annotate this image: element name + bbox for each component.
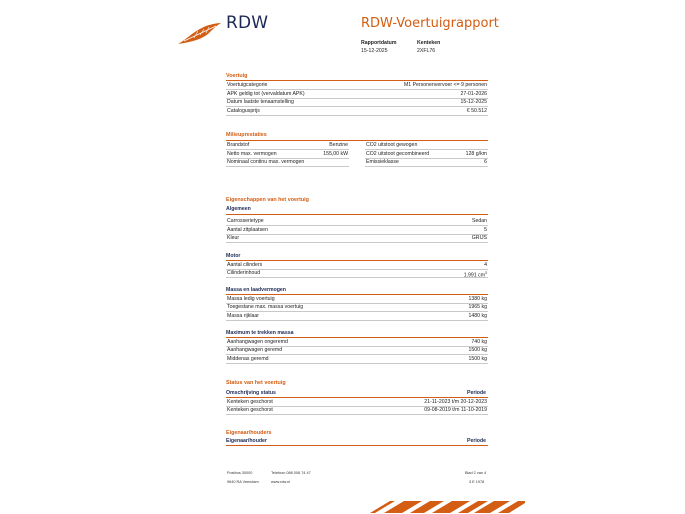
footer-postbus: Postbus 30000 [227, 471, 253, 475]
rdw-logo-icon [176, 22, 222, 46]
table-row: Toegestane max. massa voertuig 1965 kg [226, 303, 488, 312]
section-title-voertuig: Voertuig [226, 73, 248, 79]
column-header-omschrijving: Omschrijving status [226, 390, 276, 396]
subsection-title-algemeen: Algemeen [226, 206, 251, 212]
footer-telefoon: Telefoon 088 008 74 47 [271, 471, 311, 475]
table-row: Catalogusprijs € 50.512 [226, 107, 488, 116]
kenteken-value: 2XFL76 [417, 48, 436, 54]
table-row: Carrosserietype Sedan [226, 217, 488, 226]
decorative-stripes-icon [370, 499, 525, 514]
section-title-eigenaar: Eigenaar/houders [226, 430, 272, 436]
table-row: Kleur GRIJS [226, 234, 488, 243]
table-row: Aantal zitplaatsen 5 [226, 226, 488, 235]
subsection-title-trekken: Maximum te trekken massa [226, 330, 294, 336]
table-row: CO2 uitstoot gecombineerd 128 g/km [365, 150, 488, 159]
table-row: Brandstof Benzine [226, 141, 349, 150]
table-row: Emissieklasse 6 [365, 158, 488, 167]
rapportdatum-value: 15-12-2025 [361, 48, 388, 54]
table-row: Aanhangwagen ongeremd 740 kg [226, 338, 488, 347]
subsection-title-motor: Motor [226, 253, 241, 259]
subsection-title-massa: Massa en laadvermogen [226, 287, 286, 293]
table-row: Kenteken geschorst 21-11-2023 t/m 20-12-2023 [226, 398, 488, 407]
footer-code: 3 E 1978 [469, 480, 485, 484]
divider [226, 445, 488, 446]
table-row: APK geldig tot (vervaldatum APK) 27-01-2026 [226, 90, 488, 99]
kenteken-label: Kenteken [417, 40, 441, 46]
section-title-milieu: Milieuprestaties [226, 132, 267, 138]
footer-plaats: 9640 RA Veendam [227, 480, 259, 484]
table-row: Cilinderinhoud 1.991 $cm^3$ [227, 270, 487, 279]
table-row: Kenteken geschorst 09-08-2019 t/m 11-10-2019 [226, 406, 488, 415]
table-row: Middenas geremd 1500 kg [226, 355, 488, 364]
section-title-status: Status van het voertuig [226, 380, 286, 386]
footer-website[interactable]: www.rdw.nl [271, 480, 290, 484]
document-title: RDW-Voertuigrapport [361, 16, 499, 31]
section-title-eigenschappen: Eigenschappen van het voertuig [226, 197, 309, 203]
rapportdatum-label: Rapportdatum [361, 40, 397, 46]
column-header-periode: Periode [467, 438, 487, 444]
table-row: Aantal cilinders 4 [226, 261, 488, 270]
logo-text: RDW [226, 13, 269, 33]
column-header-eigenaar: Eigenaar/houder [226, 438, 267, 444]
table-row: Nominaal continu max. vermogen [226, 158, 349, 167]
table-row: Datum laatste tenaamstelling 15-12-2025 [226, 98, 488, 107]
column-header-periode: Periode [467, 390, 487, 396]
table-row: Netto max. vermogen 155,00 kW [226, 150, 349, 159]
table-row: Massa ledig voertuig 1380 kg [226, 295, 488, 304]
divider [226, 214, 488, 215]
table-row: Massa rijklaar 1480 kg [226, 312, 488, 321]
footer-page-number: Blad 2 van 4 [465, 471, 487, 475]
table-row: CO2 uitstoot gewogen [365, 141, 488, 150]
table-row: Aanhangwagen geremd 1500 kg [226, 346, 488, 355]
table-row: Voertuigcategorie M1 Personenvervoer <= 9 personen [226, 81, 488, 90]
